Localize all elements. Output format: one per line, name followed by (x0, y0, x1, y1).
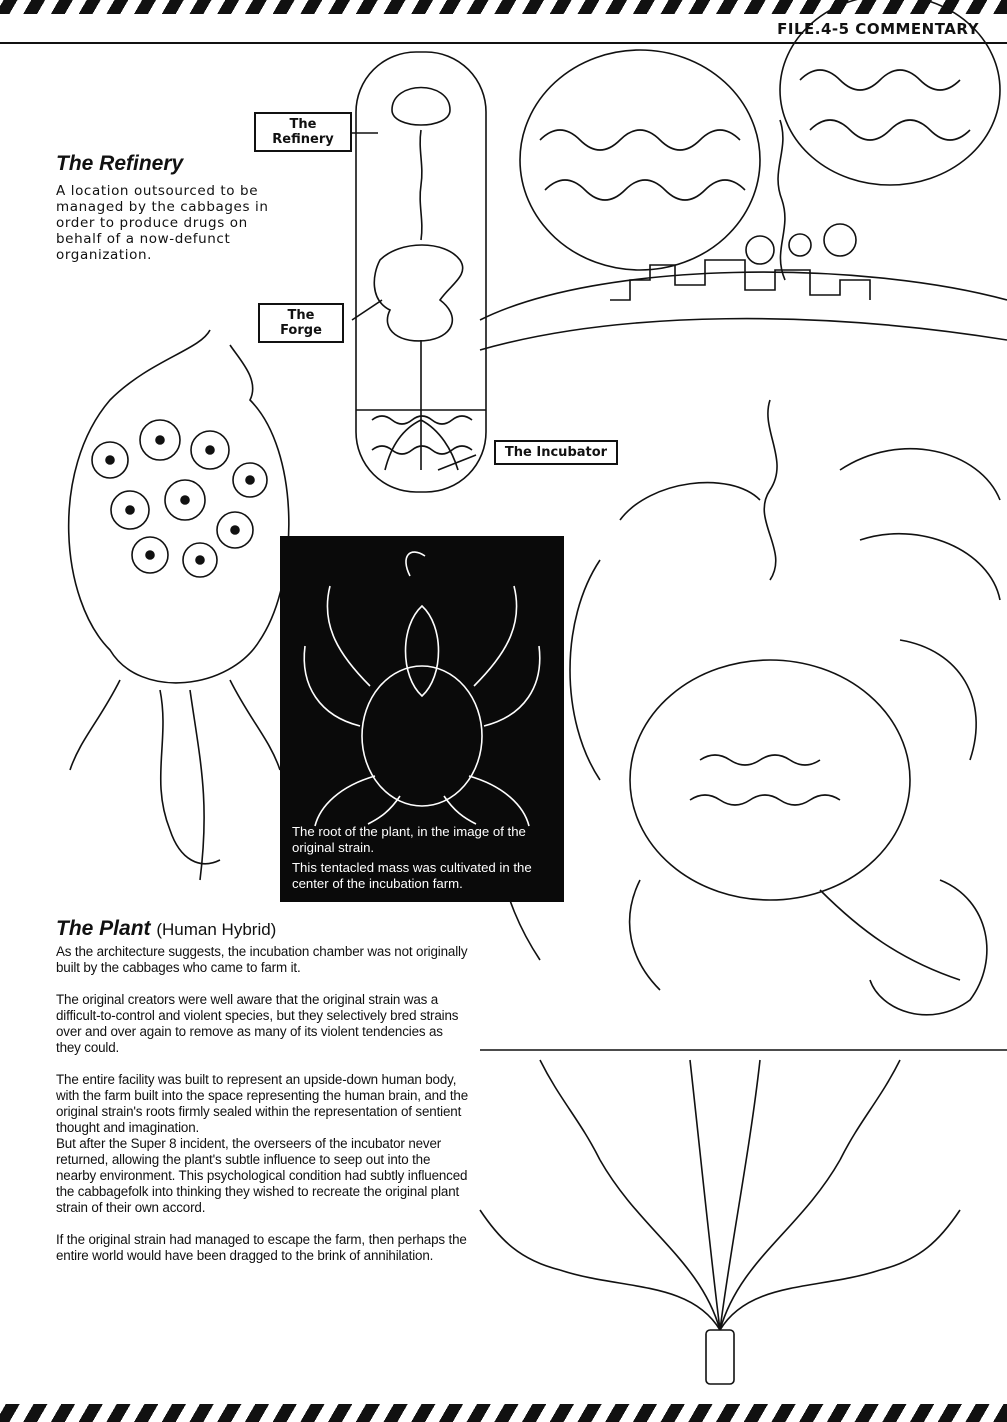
incubator-cross-section-illustration (352, 52, 486, 492)
forge-callout: The Forge (258, 303, 344, 343)
pod-illustration (69, 330, 289, 880)
refinery-callout: The Refinery (254, 112, 352, 152)
panel-caption-line-1: The root of the plant, in the image of the original strain. (292, 824, 526, 855)
plant-paragraph: As the architecture suggests, the incubation chamber was not originally built by the cabbages who came to farm it. (56, 944, 468, 975)
brain-dome-illustration (480, 0, 1007, 350)
plant-paragraph: The entire facility was built to represent an upside-down human body, with the farm built into the space representing the human brain, and the original strain's roots firmly sealed within the representation of sentient thought and imagination. (56, 1072, 469, 1135)
refinery-description: A location outsourced to be managed by the cabbages in order to produce drugs on behalf of a now-defunct organization. (56, 183, 269, 263)
plant-paragraph: But after the Super 8 incident, the overseers of the incubator never returned, allowing the plant's subtle influence to seep out into the nearby environment. This psychological condition had subtly influenced the cabbagefolk into thinking they wished to recreate the original plant strain of their own accord. (56, 1136, 468, 1215)
refinery-heading: The Refinery (56, 152, 184, 175)
plant-heading-subtitle: (Human Hybrid) (156, 920, 277, 939)
incubator-callout: The Incubator (494, 440, 618, 465)
panel-caption-line-2: This tentacled mass was cultivated in the center of the incubation farm. (292, 860, 532, 891)
plant-paragraph: If the original strain had managed to escape the farm, then perhaps the entire world would have been dragged to the brink of annihilation. (56, 1232, 467, 1263)
plant-heading (56, 917, 276, 941)
plant-heading-title: The Plant (56, 917, 151, 940)
root-illustration (480, 1050, 1007, 1384)
bottom-hazard-stripe (0, 1404, 1007, 1422)
panel-caption (292, 824, 554, 896)
page-header-title: FILE.4-5 COMMENTARY (777, 20, 979, 38)
plant-paragraph: The original creators were well aware that the original strain was a difficult-to-control and violent species, but they selectively bred strains over and over again to remove as many of its violent tendencies as they could. (56, 992, 459, 1055)
plant-description (56, 944, 468, 1280)
tentacle-mass-illustration (498, 400, 1000, 1015)
